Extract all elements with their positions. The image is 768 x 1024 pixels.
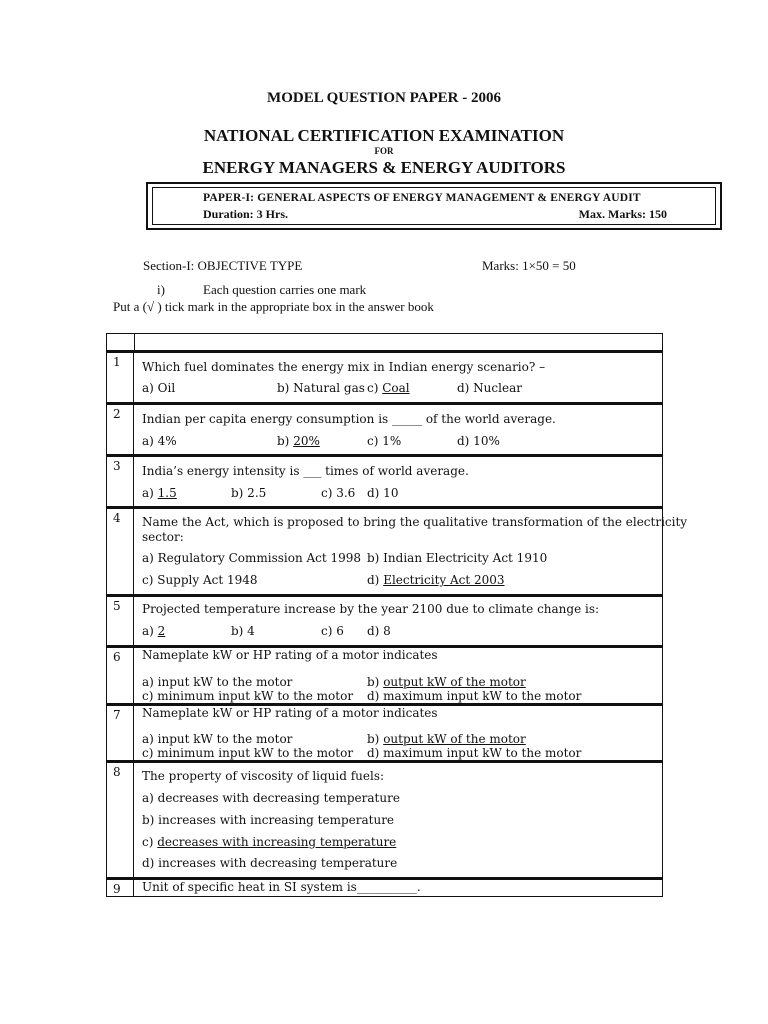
option-c: c) 1%	[367, 434, 402, 448]
question-row	[106, 351, 663, 403]
option-d: d) 10	[367, 486, 399, 500]
section-title: Section-I: OBJECTIVE TYPE	[143, 258, 303, 273]
option-d: d) Nuclear	[457, 381, 522, 395]
question-text: Nameplate kW or HP rating of a motor indicates	[142, 706, 438, 720]
correct-answer: 1.5	[157, 486, 177, 500]
question-number: 3	[107, 457, 134, 506]
question-number: 6	[107, 648, 134, 703]
instruction-number: i)	[157, 282, 165, 297]
question-text: Name the Act, which is proposed to bring the qualitative transformation of the electricity	[142, 515, 688, 529]
correct-answer: output kW of the motor	[383, 675, 526, 689]
audience: ENERGY MANAGERS & ENERGY AUDITORS	[202, 158, 566, 177]
option-d: d) 10%	[457, 434, 500, 448]
question-text: Projected temperature increase by the year 2100 due to climate change is:	[142, 602, 600, 616]
question-row	[106, 595, 663, 646]
correct-answer: 20%	[293, 434, 320, 448]
correct-answer: decreases with increasing temperature	[157, 835, 397, 849]
option-d: d) increases with decreasing temperature	[142, 856, 398, 870]
correct-answer: Coal	[382, 381, 410, 395]
question-text: Indian per capita energy consumption is _____ of the world average.	[142, 412, 556, 426]
correct-answer: 2	[157, 624, 166, 638]
option-c: c) minimum input kW to the motor	[142, 746, 354, 760]
option-b: b) Natural gas	[277, 381, 365, 395]
question-number: 1	[107, 353, 134, 402]
for-label: FOR	[374, 146, 394, 156]
question-number: 8	[107, 763, 134, 877]
question-text: Which fuel dominates the energy mix in Indian energy scenario? –	[142, 360, 546, 374]
question-number: 4	[107, 509, 134, 594]
option-b: b) output kW of the motor	[367, 675, 526, 689]
option-d: d) maximum input kW to the motor	[367, 746, 582, 760]
option-c: c) Coal	[367, 381, 410, 395]
option-b: b) 20%	[277, 434, 320, 448]
question-row	[106, 761, 663, 878]
option-a: a) Regulatory Commission Act 1998	[142, 551, 362, 565]
option-a: a) input kW to the motor	[142, 675, 293, 689]
question-row	[106, 646, 663, 704]
question-number: 9	[107, 880, 134, 896]
option-c: c) Supply Act 1948	[142, 573, 258, 587]
option-a: a) Oil	[142, 381, 176, 395]
instruction-1: Each question carries one mark	[203, 282, 367, 297]
paper-duration: Duration: 3 Hrs.	[203, 207, 288, 221]
question-row	[106, 507, 688, 595]
option-c: c) decreases with increasing temperature	[142, 835, 397, 849]
option-b: b) Indian Electricity Act 1910	[367, 551, 548, 565]
correct-answer: Electricity Act 2003	[383, 573, 505, 587]
question-text: India’s energy intensity is ___ times of world average.	[142, 464, 469, 478]
option-a: a) 4%	[142, 434, 177, 448]
question-text: Unit of specific heat in SI system is__________.	[142, 880, 421, 894]
paper-title: PAPER-I: GENERAL ASPECTS OF ENERGY MANAGEMENT & ENERGY AUDIT	[203, 192, 641, 204]
table-header-row	[106, 333, 663, 351]
correct-answer: output kW of the motor	[383, 732, 526, 746]
question-text-continued: sector:	[142, 530, 184, 544]
option-d: d) Electricity Act 2003	[367, 573, 505, 587]
question-number: 5	[107, 597, 134, 645]
paper-max-marks: Max. Marks: 150	[578, 207, 667, 221]
section-marks: Marks: 1×50 = 50	[482, 258, 576, 273]
question-text: The property of viscosity of liquid fuels:	[142, 769, 385, 783]
question-row	[106, 878, 663, 897]
option-b: b) 2.5	[231, 486, 267, 500]
exam-name: NATIONAL CERTIFICATION EXAMINATION	[203, 126, 565, 145]
question-number: 2	[107, 405, 134, 454]
option-c: c) minimum input kW to the motor	[142, 689, 354, 703]
document-title: MODEL QUESTION PAPER - 2006	[267, 90, 501, 106]
question-text: Nameplate kW or HP rating of a motor indicates	[142, 648, 438, 662]
question-row	[106, 704, 663, 761]
option-a: a) 1.5	[142, 486, 177, 500]
option-d: d) 8	[367, 624, 391, 638]
question-row	[106, 455, 663, 507]
paper-info-box	[146, 182, 722, 230]
question-number: 7	[107, 706, 134, 760]
instruction-2: Put a (√ ) tick mark in the appropriate box in the answer book	[113, 299, 434, 314]
option-c: c) 3.6	[321, 486, 356, 500]
option-b: b) increases with increasing temperature	[142, 813, 395, 827]
option-b: b) 4	[231, 624, 255, 638]
option-b: b) output kW of the motor	[367, 732, 526, 746]
option-c: c) 6	[321, 624, 344, 638]
option-a: a) 2	[142, 624, 166, 638]
option-a: a) input kW to the motor	[142, 732, 293, 746]
question-row	[106, 403, 663, 455]
option-d: d) maximum input kW to the motor	[367, 689, 582, 703]
option-a: a) decreases with decreasing temperature	[142, 791, 400, 805]
